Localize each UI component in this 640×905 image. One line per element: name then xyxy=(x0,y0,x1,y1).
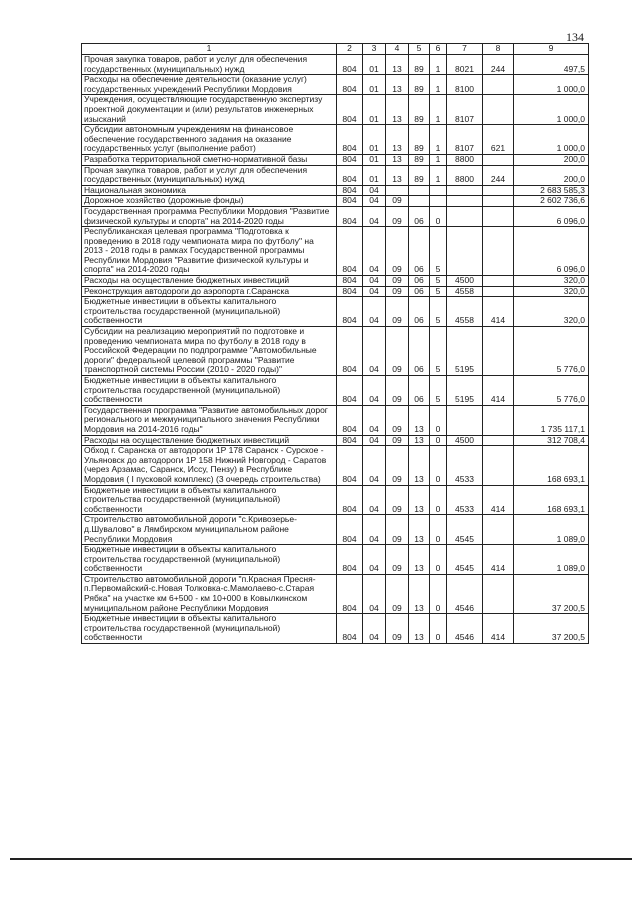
subsection-code-cell: 09 xyxy=(386,286,409,297)
table-row xyxy=(82,297,589,327)
program-code-cell xyxy=(409,196,430,207)
column-header: 6 xyxy=(430,44,447,55)
ministry-code-cell: 804 xyxy=(337,196,363,207)
table-row xyxy=(82,125,589,155)
section-code-cell: 04 xyxy=(363,485,386,515)
ministry-code-cell: 804 xyxy=(337,405,363,435)
table-row xyxy=(82,75,589,95)
expense-type-code-cell xyxy=(483,75,514,95)
table-row xyxy=(82,485,589,515)
ministry-code-cell: 804 xyxy=(337,125,363,155)
amount-cell: 5 776,0 xyxy=(514,327,589,376)
section-code-cell: 04 xyxy=(363,206,386,226)
direction-code-cell: 4533 xyxy=(447,446,483,485)
ministry-code-cell: 804 xyxy=(337,485,363,515)
ministry-code-cell: 804 xyxy=(337,446,363,485)
subprogram-code-cell: 5 xyxy=(430,297,447,327)
table-row xyxy=(82,545,589,575)
table-row xyxy=(82,196,589,207)
section-code-cell: 04 xyxy=(363,276,386,287)
table-row xyxy=(82,376,589,406)
table-header-row xyxy=(82,44,589,55)
program-code-cell: 13 xyxy=(409,515,430,545)
expense-name-cell: Прочая закупка товаров, работ и услуг для обеспечения государственных (муниципальных) нужд xyxy=(82,165,337,185)
subprogram-code-cell: 0 xyxy=(430,545,447,575)
column-header: 7 xyxy=(447,44,483,55)
ministry-code-cell: 804 xyxy=(337,435,363,446)
subprogram-code-cell: 0 xyxy=(430,515,447,545)
expense-name-cell: Реконструкция автодороги до аэропорта г.Саранска xyxy=(82,286,337,297)
direction-code-cell xyxy=(447,185,483,196)
subsection-code-cell: 13 xyxy=(386,95,409,125)
amount-cell: 497,5 xyxy=(514,55,589,75)
table-row xyxy=(82,327,589,376)
subsection-code-cell: 09 xyxy=(386,485,409,515)
subsection-code-cell: 09 xyxy=(386,276,409,287)
subsection-code-cell: 09 xyxy=(386,574,409,613)
subsection-code-cell: 09 xyxy=(386,545,409,575)
amount-cell: 312 708,4 xyxy=(514,435,589,446)
ministry-code-cell: 804 xyxy=(337,227,363,276)
ministry-code-cell: 804 xyxy=(337,95,363,125)
expense-type-code-cell xyxy=(483,227,514,276)
expense-type-code-cell xyxy=(483,574,514,613)
amount-cell: 168 693,1 xyxy=(514,446,589,485)
table-row xyxy=(82,286,589,297)
direction-code-cell: 8800 xyxy=(447,165,483,185)
table-row xyxy=(82,435,589,446)
column-header: 3 xyxy=(363,44,386,55)
subprogram-code-cell: 5 xyxy=(430,327,447,376)
ministry-code-cell: 804 xyxy=(337,55,363,75)
amount-cell: 200,0 xyxy=(514,165,589,185)
expense-name-cell: Государственная программа "Развитие автомобильных дорог регионального и межмуниципального значения Республики Мордовия на 2014-2016 годы" xyxy=(82,405,337,435)
ministry-code-cell: 804 xyxy=(337,165,363,185)
subprogram-code-cell: 5 xyxy=(430,286,447,297)
expense-name-cell: Государственная программа Республики Мордовия "Развитие физической культуры и спорта" на 2014-2020 годы xyxy=(82,206,337,226)
section-code-cell: 01 xyxy=(363,165,386,185)
expense-name-cell: Национальная экономика xyxy=(82,185,337,196)
expense-name-cell: Учреждения, осуществляющие государственную экспертизу проектной документации и (или) результатов инженерных изысканий xyxy=(82,95,337,125)
expense-name-cell: Обход г. Саранска от автодороги 1Р 178 Саранск - Сурское - Ульяновск до автодороги 1Р 158 Нижний Новгород - Саратов (через Арзамас, Саранск, Иссу, Пензу) в Республике Мордовия ( I пусковой комплекс) (3 очередь строительства) xyxy=(82,446,337,485)
direction-code-cell: 8021 xyxy=(447,55,483,75)
subsection-code-cell: 09 xyxy=(386,196,409,207)
ministry-code-cell: 804 xyxy=(337,614,363,644)
expense-name-cell: Расходы на осуществление бюджетных инвестиций xyxy=(82,435,337,446)
direction-code-cell: 4546 xyxy=(447,614,483,644)
table-row xyxy=(82,227,589,276)
subprogram-code-cell: 0 xyxy=(430,446,447,485)
program-code-cell: 06 xyxy=(409,206,430,226)
amount-cell: 6 096,0 xyxy=(514,206,589,226)
subprogram-code-cell: 5 xyxy=(430,276,447,287)
direction-code-cell xyxy=(447,206,483,226)
direction-code-cell: 4545 xyxy=(447,515,483,545)
ministry-code-cell: 804 xyxy=(337,185,363,196)
subsection-code-cell: 09 xyxy=(386,297,409,327)
ministry-code-cell: 804 xyxy=(337,574,363,613)
expense-name-cell: Бюджетные инвестиции в объекты капитального строительства государственной (муниципальной) собственности xyxy=(82,297,337,327)
direction-code-cell xyxy=(447,405,483,435)
direction-code-cell: 4545 xyxy=(447,545,483,575)
ministry-code-cell: 804 xyxy=(337,286,363,297)
section-code-cell: 04 xyxy=(363,327,386,376)
program-code-cell: 89 xyxy=(409,154,430,165)
section-code-cell: 04 xyxy=(363,435,386,446)
section-code-cell: 04 xyxy=(363,196,386,207)
ministry-code-cell: 804 xyxy=(337,327,363,376)
subsection-code-cell: 13 xyxy=(386,75,409,95)
direction-code-cell: 5195 xyxy=(447,327,483,376)
subsection-code-cell: 09 xyxy=(386,435,409,446)
direction-code-cell xyxy=(447,196,483,207)
expense-name-cell: Расходы на обеспечение деятельности (оказание услуг) государственных учреждений Республики Мордовия xyxy=(82,75,337,95)
subsection-code-cell: 13 xyxy=(386,154,409,165)
expense-name-cell: Строительство автомобильной дороги "с.Кривозерье-д.Шувалово" в Лямбирском муниципальном районе Республики Мордовия xyxy=(82,515,337,545)
expense-type-code-cell: 414 xyxy=(483,376,514,406)
ministry-code-cell: 804 xyxy=(337,297,363,327)
program-code-cell: 13 xyxy=(409,614,430,644)
direction-code-cell: 5195 xyxy=(447,376,483,406)
subprogram-code-cell: 0 xyxy=(430,485,447,515)
table-row xyxy=(82,185,589,196)
section-code-cell: 04 xyxy=(363,376,386,406)
direction-code-cell: 8100 xyxy=(447,75,483,95)
table-row xyxy=(82,55,589,75)
table-row xyxy=(82,515,589,545)
table-row xyxy=(82,405,589,435)
direction-code-cell: 8107 xyxy=(447,125,483,155)
expense-name-cell: Расходы на осуществление бюджетных инвестиций xyxy=(82,276,337,287)
section-code-cell: 04 xyxy=(363,545,386,575)
expense-type-code-cell: 414 xyxy=(483,297,514,327)
table-row xyxy=(82,574,589,613)
program-code-cell: 13 xyxy=(409,435,430,446)
program-code-cell: 89 xyxy=(409,75,430,95)
program-code-cell: 13 xyxy=(409,545,430,575)
table-row xyxy=(82,276,589,287)
expense-name-cell: Бюджетные инвестиции в объекты капитального строительства государственной (муниципальной) собственности xyxy=(82,545,337,575)
subprogram-code-cell: 1 xyxy=(430,125,447,155)
expense-type-code-cell xyxy=(483,206,514,226)
table-row xyxy=(82,206,589,226)
column-header: 5 xyxy=(409,44,430,55)
ministry-code-cell: 804 xyxy=(337,545,363,575)
subprogram-code-cell: 1 xyxy=(430,165,447,185)
subprogram-code-cell: 1 xyxy=(430,154,447,165)
expense-type-code-cell: 414 xyxy=(483,485,514,515)
column-header: 8 xyxy=(483,44,514,55)
subsection-code-cell: 09 xyxy=(386,327,409,376)
amount-cell: 1 000,0 xyxy=(514,75,589,95)
subprogram-code-cell xyxy=(430,196,447,207)
subprogram-code-cell: 0 xyxy=(430,614,447,644)
section-code-cell: 01 xyxy=(363,154,386,165)
program-code-cell: 13 xyxy=(409,446,430,485)
ministry-code-cell: 804 xyxy=(337,276,363,287)
subsection-code-cell: 09 xyxy=(386,227,409,276)
program-code-cell xyxy=(409,185,430,196)
direction-code-cell: 4558 xyxy=(447,297,483,327)
amount-cell: 1 089,0 xyxy=(514,545,589,575)
program-code-cell: 13 xyxy=(409,574,430,613)
ministry-code-cell: 804 xyxy=(337,376,363,406)
amount-cell: 1 000,0 xyxy=(514,95,589,125)
section-code-cell: 04 xyxy=(363,614,386,644)
subsection-code-cell: 09 xyxy=(386,515,409,545)
expense-type-code-cell xyxy=(483,286,514,297)
program-code-cell: 89 xyxy=(409,125,430,155)
section-code-cell: 01 xyxy=(363,125,386,155)
table-row xyxy=(82,446,589,485)
expense-type-code-cell xyxy=(483,95,514,125)
expense-name-cell: Дорожное хозяйство (дорожные фонды) xyxy=(82,196,337,207)
section-code-cell: 04 xyxy=(363,286,386,297)
section-code-cell: 04 xyxy=(363,515,386,545)
program-code-cell: 06 xyxy=(409,376,430,406)
program-code-cell: 06 xyxy=(409,327,430,376)
subprogram-code-cell: 5 xyxy=(430,376,447,406)
bottom-rule xyxy=(10,858,632,860)
section-code-cell: 01 xyxy=(363,95,386,125)
program-code-cell: 06 xyxy=(409,227,430,276)
amount-cell: 2 602 736,6 xyxy=(514,196,589,207)
section-code-cell: 04 xyxy=(363,185,386,196)
amount-cell: 320,0 xyxy=(514,286,589,297)
section-code-cell: 04 xyxy=(363,227,386,276)
ministry-code-cell: 804 xyxy=(337,206,363,226)
amount-cell: 320,0 xyxy=(514,297,589,327)
expense-name-cell: Строительство автомобильной дороги "п.Красная Пресня-п.Первомайский-с.Новая Толковка-с.Мамолаево-с.Старая Рябка" на участке км 6+500 - км 10+000 в Ковылкинском муниципальном районе Республики Мордовия xyxy=(82,574,337,613)
section-code-cell: 04 xyxy=(363,297,386,327)
direction-code-cell: 4558 xyxy=(447,286,483,297)
table-body xyxy=(82,55,589,644)
expense-name-cell: Субсидии автономным учреждениям на финансовое обеспечение государственного задания на оказание государственных услуг (выполнение работ) xyxy=(82,125,337,155)
expense-type-code-cell xyxy=(483,276,514,287)
program-code-cell: 13 xyxy=(409,485,430,515)
expense-name-cell: Бюджетные инвестиции в объекты капитального строительства государственной (муниципальной) собственности xyxy=(82,614,337,644)
subprogram-code-cell: 1 xyxy=(430,75,447,95)
subprogram-code-cell: 5 xyxy=(430,227,447,276)
direction-code-cell: 4546 xyxy=(447,574,483,613)
amount-cell: 37 200,5 xyxy=(514,614,589,644)
subprogram-code-cell: 0 xyxy=(430,435,447,446)
amount-cell: 1 735 117,1 xyxy=(514,405,589,435)
expense-type-code-cell: 244 xyxy=(483,55,514,75)
amount-cell: 2 683 585,3 xyxy=(514,185,589,196)
expense-type-code-cell xyxy=(483,446,514,485)
column-header: 9 xyxy=(514,44,589,55)
direction-code-cell: 4500 xyxy=(447,276,483,287)
subsection-code-cell xyxy=(386,185,409,196)
section-code-cell: 01 xyxy=(363,75,386,95)
expense-type-code-cell: 414 xyxy=(483,545,514,575)
program-code-cell: 89 xyxy=(409,55,430,75)
program-code-cell: 06 xyxy=(409,297,430,327)
subprogram-code-cell: 1 xyxy=(430,55,447,75)
table-row xyxy=(82,154,589,165)
expense-type-code-cell xyxy=(483,327,514,376)
subsection-code-cell: 09 xyxy=(386,206,409,226)
budget-table xyxy=(81,43,589,644)
expense-type-code-cell: 621 xyxy=(483,125,514,155)
section-code-cell: 04 xyxy=(363,574,386,613)
amount-cell: 168 693,1 xyxy=(514,485,589,515)
subprogram-code-cell xyxy=(430,185,447,196)
direction-code-cell xyxy=(447,227,483,276)
ministry-code-cell: 804 xyxy=(337,515,363,545)
column-header: 4 xyxy=(386,44,409,55)
program-code-cell: 89 xyxy=(409,165,430,185)
section-code-cell: 04 xyxy=(363,446,386,485)
table-row xyxy=(82,614,589,644)
expense-type-code-cell xyxy=(483,185,514,196)
column-header: 1 xyxy=(82,44,337,55)
subsection-code-cell: 09 xyxy=(386,446,409,485)
expense-name-cell: Республиканская целевая программа "Подготовка к проведению в 2018 году чемпионата мира по футболу" на 2013 - 2018 годы в рамках Государственной программы Республики Мордовия "Развитие физической культуры и спорта" на 2014-2020 годы xyxy=(82,227,337,276)
column-header: 2 xyxy=(337,44,363,55)
expense-type-code-cell: 414 xyxy=(483,614,514,644)
expense-type-code-cell: 244 xyxy=(483,165,514,185)
ministry-code-cell: 804 xyxy=(337,154,363,165)
expense-name-cell: Прочая закупка товаров, работ и услуг для обеспечения государственных (муниципальных) нужд xyxy=(82,55,337,75)
ministry-code-cell: 804 xyxy=(337,75,363,95)
amount-cell: 6 096,0 xyxy=(514,227,589,276)
subprogram-code-cell: 0 xyxy=(430,574,447,613)
subsection-code-cell: 09 xyxy=(386,614,409,644)
amount-cell: 1 089,0 xyxy=(514,515,589,545)
program-code-cell: 89 xyxy=(409,95,430,125)
program-code-cell: 13 xyxy=(409,405,430,435)
table-row xyxy=(82,165,589,185)
amount-cell: 200,0 xyxy=(514,154,589,165)
direction-code-cell: 8107 xyxy=(447,95,483,125)
expense-name-cell: Субсидии на реализацию мероприятий по подготовке и проведению чемпионата мира по футболу в 2018 году в Российской Федерации по подпрограмме "Автомобильные дороги" федеральной целевой программы "Развитие транспортной системы России (2010 - 2020 годы)" xyxy=(82,327,337,376)
direction-code-cell: 4500 xyxy=(447,435,483,446)
subprogram-code-cell: 0 xyxy=(430,206,447,226)
expense-name-cell: Бюджетные инвестиции в объекты капитального строительства государственной (муниципальной) собственности xyxy=(82,485,337,515)
section-code-cell: 04 xyxy=(363,405,386,435)
page-number: 134 xyxy=(566,30,584,44)
subsection-code-cell: 13 xyxy=(386,165,409,185)
subsection-code-cell: 09 xyxy=(386,376,409,406)
table-row xyxy=(82,95,589,125)
expense-type-code-cell xyxy=(483,154,514,165)
subprogram-code-cell: 0 xyxy=(430,405,447,435)
expense-type-code-cell xyxy=(483,196,514,207)
amount-cell: 5 776,0 xyxy=(514,376,589,406)
amount-cell: 37 200,5 xyxy=(514,574,589,613)
direction-code-cell: 8800 xyxy=(447,154,483,165)
section-code-cell: 01 xyxy=(363,55,386,75)
program-code-cell: 06 xyxy=(409,286,430,297)
subsection-code-cell: 13 xyxy=(386,125,409,155)
expense-type-code-cell xyxy=(483,515,514,545)
expense-name-cell: Бюджетные инвестиции в объекты капитального строительства государственной (муниципальной) собственности xyxy=(82,376,337,406)
amount-cell: 320,0 xyxy=(514,276,589,287)
subsection-code-cell: 09 xyxy=(386,405,409,435)
amount-cell: 1 000,0 xyxy=(514,125,589,155)
expense-type-code-cell xyxy=(483,405,514,435)
subsection-code-cell: 13 xyxy=(386,55,409,75)
program-code-cell: 06 xyxy=(409,276,430,287)
subprogram-code-cell: 1 xyxy=(430,95,447,125)
expense-name-cell: Разработка территориальной сметно-нормативной базы xyxy=(82,154,337,165)
direction-code-cell: 4533 xyxy=(447,485,483,515)
expense-type-code-cell xyxy=(483,435,514,446)
